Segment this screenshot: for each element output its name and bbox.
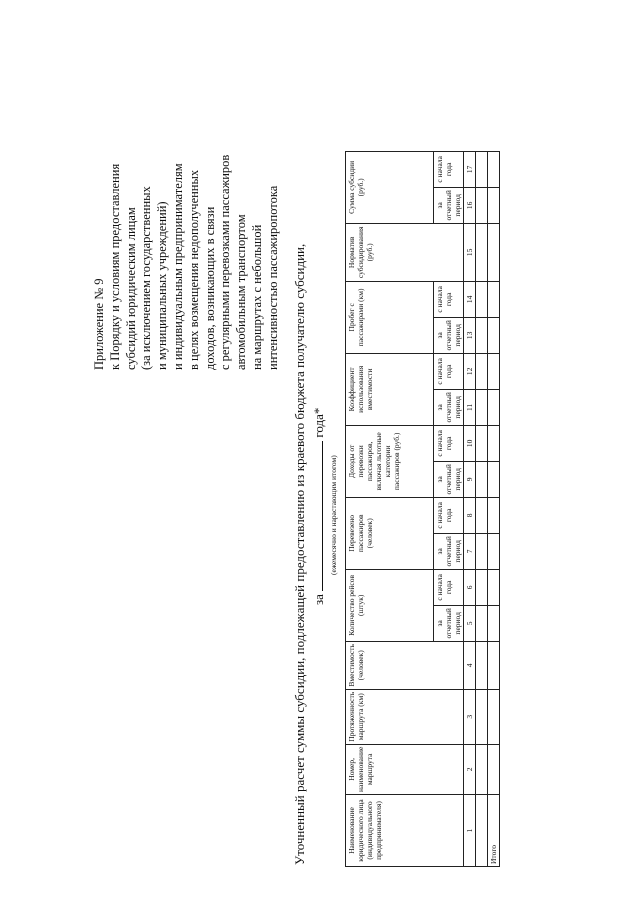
column-number: 16 [464,187,476,223]
column-number: 8 [464,497,476,533]
column-number: 13 [464,317,476,353]
appendix-line: с регулярными перевозками пассажиров [218,154,233,370]
appendix-line: в целях возмещения недополученных [186,169,201,370]
subheader-period: за отчетный период [434,605,464,641]
period-line [310,408,327,605]
column-number: 6 [464,569,476,605]
column-number: 7 [464,533,476,569]
subheader-period: за отчетный период [434,187,464,223]
subheader-year: с начала года [434,353,464,389]
column-number: 5 [464,605,476,641]
header-length: Протяженность маршрута (км) [346,689,464,744]
subsidy-table [345,151,500,867]
document-title: Уточненный расчет суммы субсидии, подлежащей предоставлению из краевого бюджета получателю субсидии, [292,243,307,865]
appendix-block [92,70,282,370]
column-number-row [464,151,476,866]
header-route: Номер, наименование маршрута [346,744,464,794]
period-hint: (ежемесячно и нарастающим итогом) [329,455,338,575]
subheader-year: с начала года [434,151,464,187]
appendix-line: субсидий юридическим лицам [123,207,138,370]
column-number: 2 [464,744,476,794]
appendix-line: на маршрутах с небольшой [249,224,264,370]
header-sum: Сумма субсидии (руб.) [346,151,434,223]
header-capacity: Вместимость (человек) [346,641,464,689]
column-number: 17 [464,151,476,187]
subheader-year: с начала года [434,425,464,461]
subheader-period: за отчетный период [434,317,464,353]
period-blank [310,441,323,591]
header-trips: Количество рейсов (штук) [346,569,434,641]
column-number: 4 [464,641,476,689]
header-mileage: Пробег с пассажирами (км) [346,281,434,353]
subheader-year: с начала года [434,569,464,605]
total-label: Итого [488,795,500,867]
column-number: 10 [464,425,476,461]
column-number: 3 [464,689,476,744]
header-coef: Коэффициент использования вместимости [346,353,434,425]
period-suffix: года* [311,407,326,438]
appendix-line: (за исключением государственных [139,186,154,370]
column-number: 1 [464,795,476,867]
appendix-line: интенсивностью пассажиропотока [265,185,280,370]
table-row [476,151,488,866]
appendix-line: и индивидуальным предпринимателям [170,163,185,370]
appendix-line: доходов, возникающих в связи [202,206,217,370]
header-name: Наименование юридического лица (индивидуального предпринимателя) [346,795,464,867]
header-norm: Норматив субсидирования (руб.) [346,223,464,281]
subheader-period: за отчетный период [434,461,464,497]
column-number: 9 [464,461,476,497]
subheader-year: с начала года [434,497,464,533]
subheader-period: за отчетный период [434,533,464,569]
column-number: 11 [464,389,476,425]
appendix-line: к Порядку и условиям предоставления [107,163,122,370]
column-number: 15 [464,223,476,281]
total-row [488,151,500,866]
appendix-line: автомобильным транспортом [234,214,249,370]
period-prefix: за [311,594,326,605]
header-passengers: Перевезено пассажиров (человек) [346,497,434,569]
subheader-period: за отчетный период [434,389,464,425]
column-number: 12 [464,353,476,389]
appendix-line: Приложение № 9 [92,278,106,370]
column-number: 14 [464,281,476,317]
subheader-year: с начала года [434,281,464,317]
header-income: Доходы от перевозки пассажиров, включая льготные категории пассажиров (руб.) [346,425,434,497]
appendix-line: и муниципальных учреждений) [155,201,170,370]
